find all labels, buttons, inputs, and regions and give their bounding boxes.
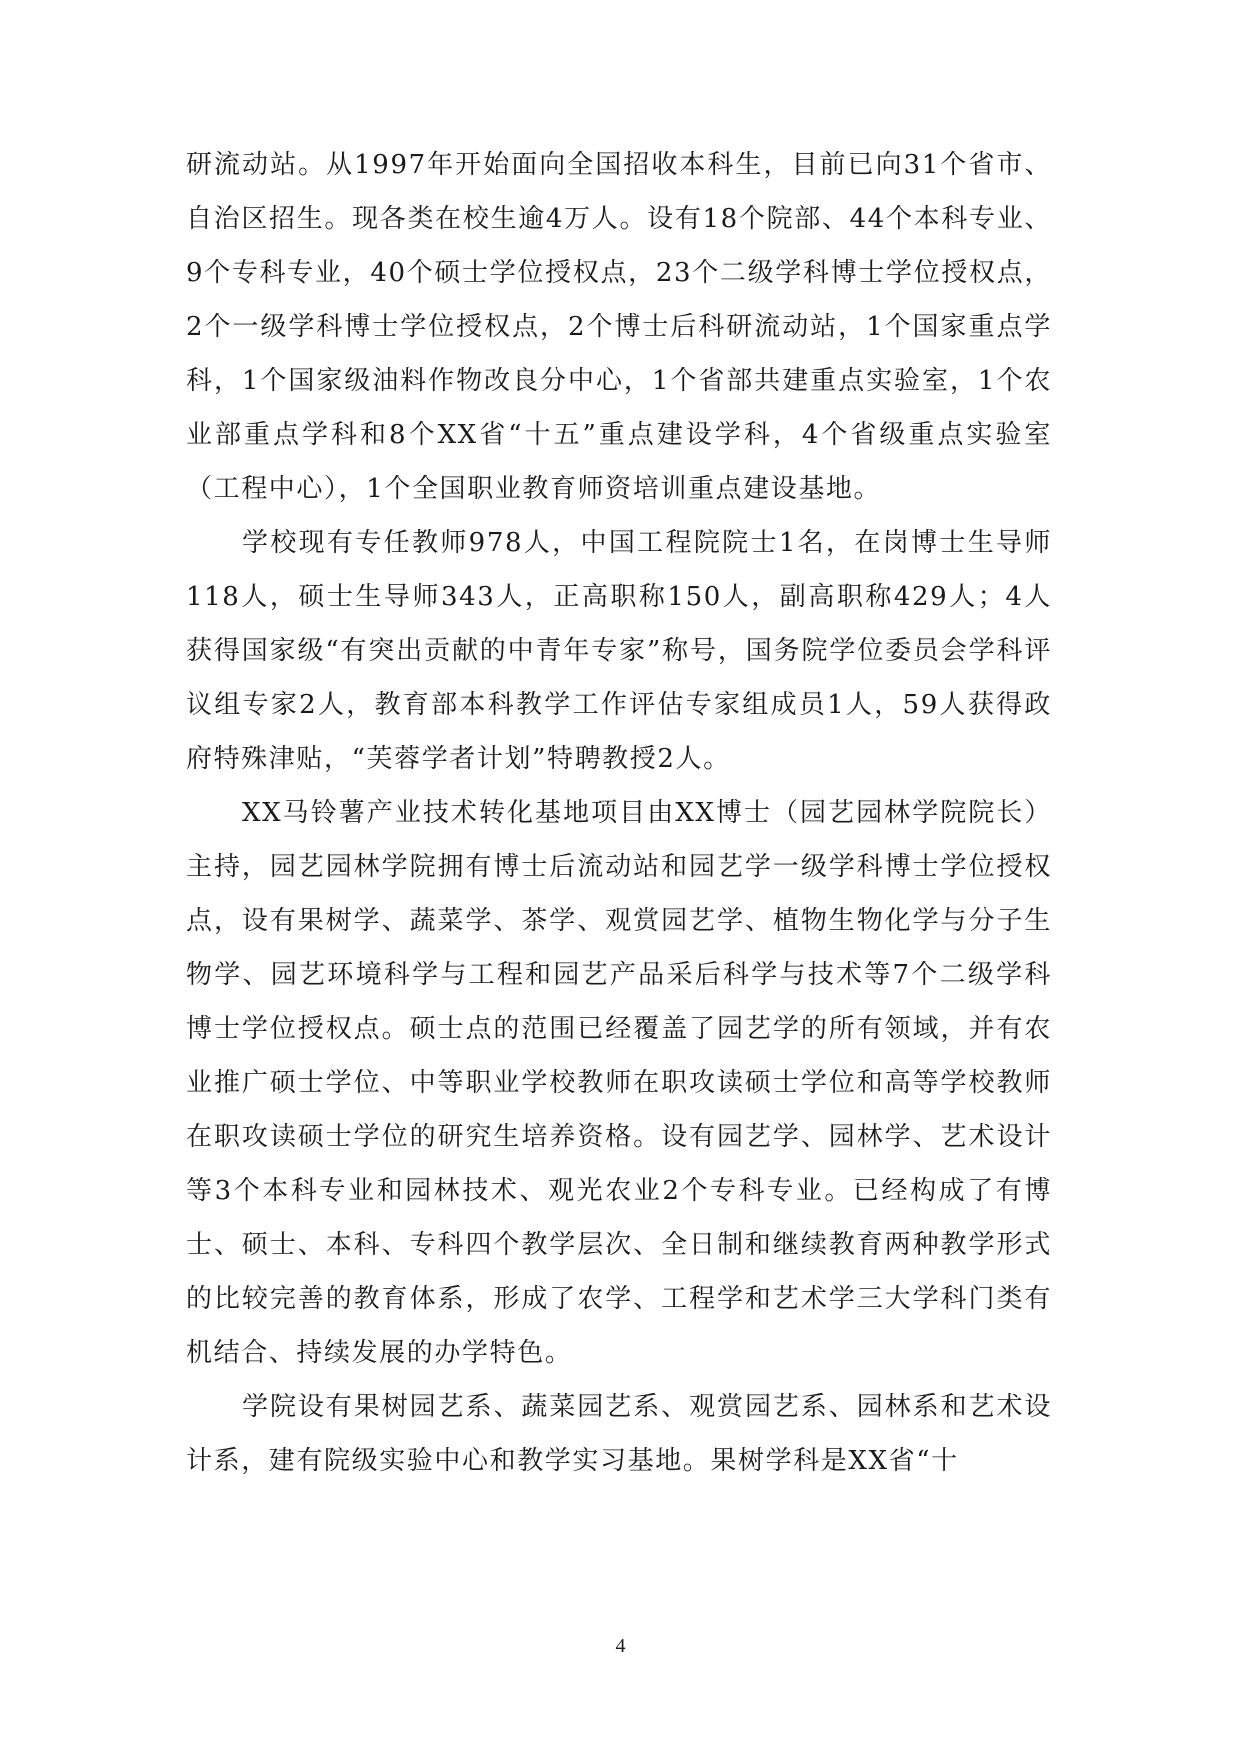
paragraph-2: 学校现有专任教师978人，中国工程院院士1名，在岗博士生导师118人，硕士生导师343人，正高职称150人，副高职称429人；4人获得国家级“有突出贡献的中青年专家”称号，国务院学位委员会学科评议组专家2人，教育部本科教学工作评估专家组成员1人，59人获得政府特殊津贴，“芙蓉学者计划”特聘教授2人。	[186, 528, 1052, 774]
body-text	[186, 138, 1052, 1488]
paragraph-1: 研流动站。从1997年开始面向全国招收本科生，目前已向31个省市、自治区招生。现各类在校生逾4万人。设有18个院部、44个本科专业、9个专科专业，40个硕士学位授权点，23个二级学科博士学位授权点，2个一级学科博士学位授权点，2个博士后科研流动站，1个国家重点学科，1个国家级油料作物改良分中心，1个省部共建重点实验室，1个农业部重点学科和8个XX省“十五”重点建设学科，4个省级重点实验室（工程中心），1个全国职业教育师资培训重点建设基地。	[186, 150, 1052, 504]
paragraph-4: 学院设有果树园艺系、蔬菜园艺系、观赏园艺系、园林系和艺术设计系，建有院级实验中心和教学实习基地。果树学科是XX省“十	[186, 1392, 1052, 1476]
paragraph-3: XX马铃薯产业技术转化基地项目由XX博士（园艺园林学院院长）主持，园艺园林学院拥有博士后流动站和园艺学一级学科博士学位授权点，设有果树学、蔬菜学、茶学、观赏园艺学、植物生物化学与分子生物学、园艺环境科学与工程和园艺产品采后科学与技术等7个二级学科博士学位授权点。硕士点的范围已经覆盖了园艺学的所有领域，并有农业推广硕士学位、中等职业学校教师在职攻读硕士学位和高等学校教师在职攻读硕士学位的研究生培养资格。设有园艺学、园林学、艺术设计等3个本科专业和园林技术、观光农业2个专科专业。已经构成了有博士、硕士、本科、专科四个教学层次、全日制和继续教育两种教学形式的比较完善的教育体系，形成了农学、工程学和艺术学三大学科门类有机结合、持续发展的办学特色。	[186, 798, 1052, 1368]
page-number: 4	[615, 1635, 626, 1657]
